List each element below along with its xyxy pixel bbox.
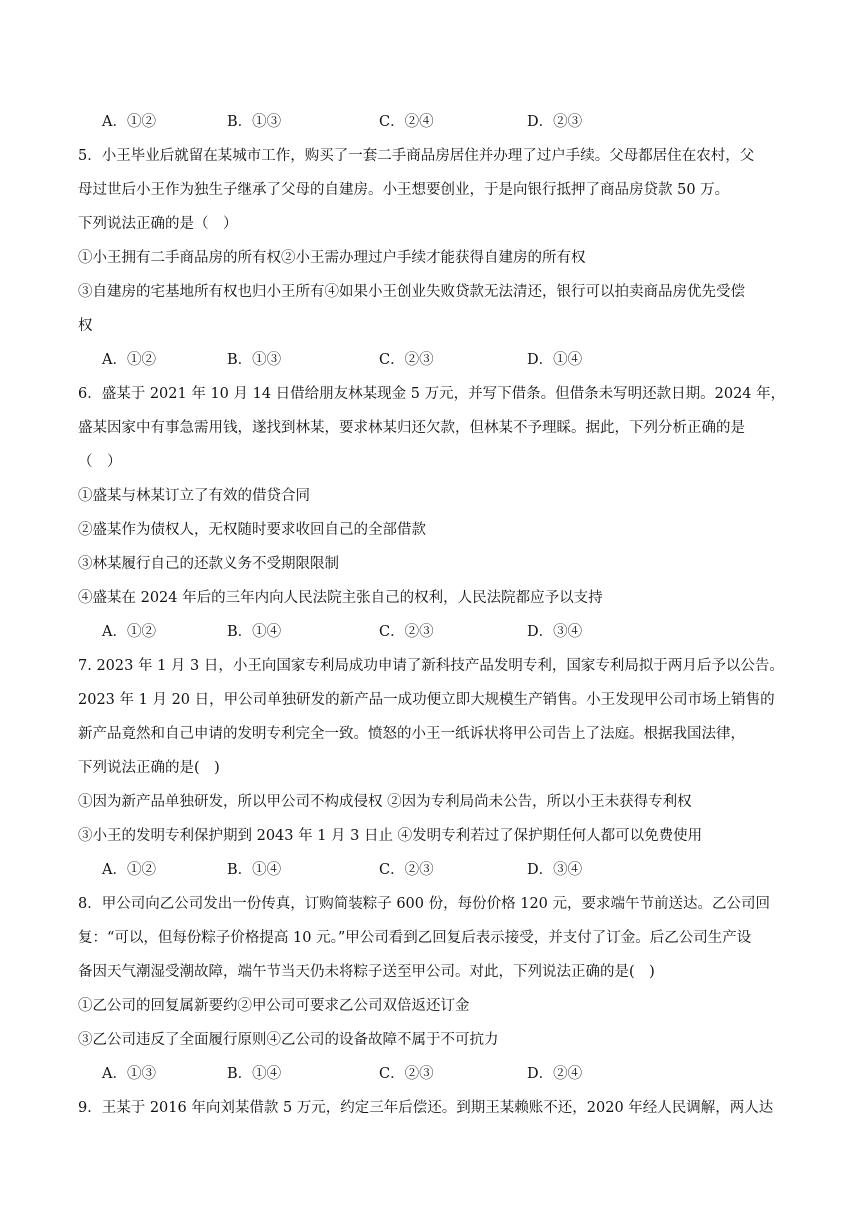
- q6-statement-1: ①盛某与林某订立了有效的借贷合同: [78, 488, 310, 504]
- q5-statement-2: ③自建房的宅基地所有权也归小王所有④如果小王创业失败贷款无法清还，银行可以拍卖商品房优先受偿: [78, 284, 745, 300]
- q6-stem-line-1: 6．盛某于 2021 年 10 月 14 日借给朋友林某现金 5 万元，并写下借条。但借条未写明还款日期。2024 年，: [78, 386, 786, 402]
- q5-option-b[interactable]: B．①③: [227, 352, 282, 368]
- q5-stem-line-3: 下列说法正确的是（ ）: [78, 216, 238, 232]
- q8-stem-line-1: 8．甲公司向乙公司发出一份传真，订购简装粽子 600 份，每份价格 120 元，要求端午节前送达。乙公司回: [78, 896, 771, 912]
- q6-option-d[interactable]: D．③④: [527, 624, 583, 640]
- q6-option-b[interactable]: B．①④: [227, 624, 282, 640]
- q6-statement-4: ④盛某在 2024 年后的三年内向人民法院主张自己的权利，人民法院都应予以支持: [78, 590, 603, 606]
- q9-stem-line-1: 9．王某于 2016 年向刘某借款 5 万元，约定三年后偿还。到期王某赖账不还，2020 年经人民调解，两人达: [78, 1100, 774, 1116]
- q8-stem-line-2: 复：“可以，但每份粽子价格提高 10 元。”甲公司看到乙回复后表示接受，并支付了订金。后乙公司生产设: [78, 930, 752, 946]
- q5-option-c[interactable]: C．②③: [379, 352, 434, 368]
- q4-option-d[interactable]: D．②③: [527, 114, 583, 130]
- q8-option-d[interactable]: D．②④: [527, 1066, 583, 1082]
- q5-option-a[interactable]: A．①②: [102, 352, 156, 368]
- q8-statement-2: ③乙公司违反了全面履行原则④乙公司的设备故障不属于不可抗力: [78, 1032, 499, 1048]
- q5-stem-line-1: 5．小王毕业后就留在某城市工作，购买了一套二手商品房居住并办理了过户手续。父母都居住在农村，父: [78, 148, 755, 164]
- q7-stem-line-4: 下列说法正确的是( ): [78, 760, 220, 776]
- q5-option-d[interactable]: D．①④: [527, 352, 583, 368]
- q7-option-a[interactable]: A．①②: [102, 862, 156, 878]
- q5-stem-line-2: 母过世后小王作为独生子继承了父母的自建房。小王想要创业，于是向银行抵押了商品房贷款 50 万。: [78, 182, 730, 198]
- q7-option-c[interactable]: C．②③: [379, 862, 434, 878]
- q6-statement-3: ③林某履行自己的还款义务不受期限限制: [78, 556, 339, 572]
- q8-option-b[interactable]: B．①④: [227, 1066, 282, 1082]
- q4-option-b[interactable]: B．①③: [227, 114, 282, 130]
- q8-statement-1: ①乙公司的回复属新要约②甲公司可要求乙公司双倍返还订金: [78, 998, 470, 1014]
- q7-stem-line-2: 2023 年 1 月 20 日，甲公司单独研发的新产品一成功便立即大规模生产销售。小王发现甲公司市场上销售的: [78, 692, 775, 708]
- q4-option-c[interactable]: C．②④: [379, 114, 434, 130]
- q8-option-a[interactable]: A．①③: [102, 1066, 156, 1082]
- q5-statement-1: ①小王拥有二手商品房的所有权②小王需办理过户手续才能获得自建房的所有权: [78, 250, 586, 266]
- q6-stem-line-3: （ ）: [78, 454, 122, 470]
- q7-statement-1: ①因为新产品单独研发，所以甲公司不构成侵权 ②因为专利局尚未公告，所以小王未获得专利权: [78, 794, 692, 810]
- q8-option-c[interactable]: C．②③: [379, 1066, 434, 1082]
- q7-stem-line-3: 新产品竟然和自己申请的发明专利完全一致。愤怒的小王一纸诉状将甲公司告上了法庭。根据我国法律，: [78, 726, 745, 742]
- q7-stem-line-1: 7. 2023 年 1 月 3 日，小王向国家专利局成功申请了新科技产品发明专利，国家专利局拟于两月后予以公告。: [78, 658, 784, 674]
- q7-option-b[interactable]: B．①④: [227, 862, 282, 878]
- q6-stem-line-2: 盛某因家中有事急需用钱，遂找到林某，要求林某归还欠款，但林某不予理睬。据此，下列分析正确的是: [78, 420, 745, 436]
- q8-stem-line-3: 备因天气潮湿受潮故障，端午节当天仍未将粽子送至甲公司。对此，下列说法正确的是( ): [78, 964, 655, 980]
- q7-option-d[interactable]: D．③④: [527, 862, 583, 878]
- q6-option-c[interactable]: C．②③: [379, 624, 434, 640]
- q6-statement-2: ②盛某作为债权人，无权随时要求收回自己的全部借款: [78, 522, 426, 538]
- q5-statement-2-cont: 权: [78, 318, 93, 334]
- q4-option-a[interactable]: A．①②: [102, 114, 156, 130]
- q7-statement-2: ③小王的发明专利保护期到 2043 年 1 月 3 日止 ④发明专利若过了保护期任何人都可以免费使用: [78, 828, 703, 844]
- q6-option-a[interactable]: A．①②: [102, 624, 156, 640]
